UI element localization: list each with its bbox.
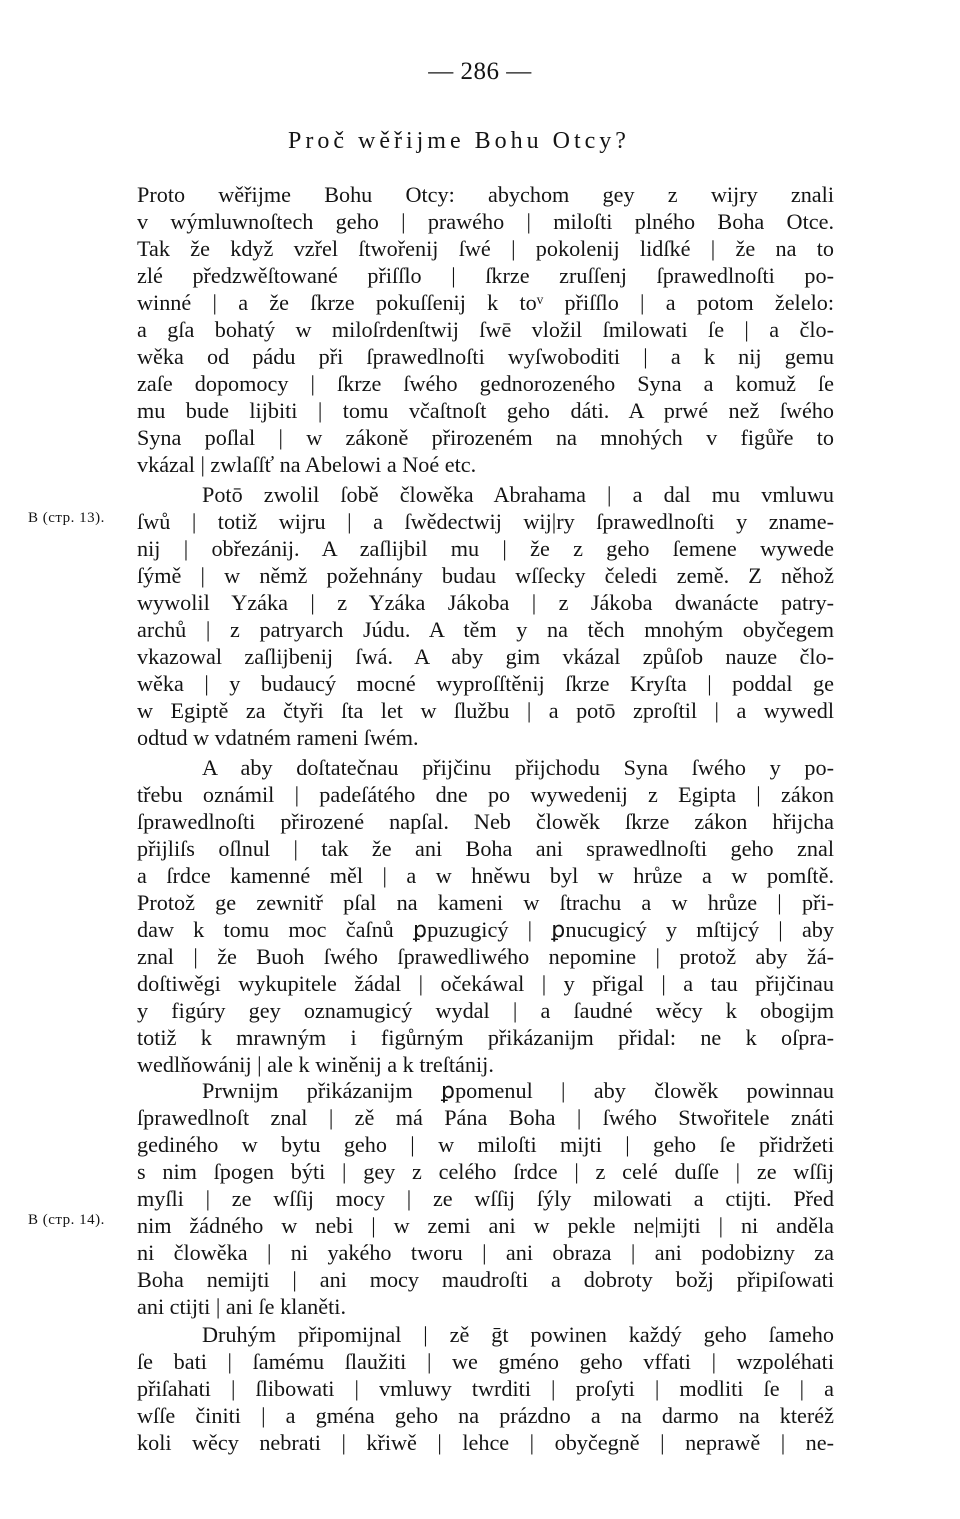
text-line: ſprawedlnoſt znal | zě má Pána Boha | ſwého Stwořitele znáti	[137, 1105, 834, 1130]
text-line: Protož ge zewnitř pſal na kameni w ſtrachu a w hrůze | při-	[137, 890, 834, 915]
text-line: koli wěcy nebrati | křiwě | lehce | obyčegně | neprawě | ne-	[137, 1430, 834, 1455]
text-line: daw k tomu moc čaſnů ꝑpuzugicý | ꝑnucugicý y mſtijcý | aby	[137, 917, 834, 942]
text-line: wſſe činiti | a gména geho na prázdno a na darmo na kteréž	[137, 1403, 834, 1428]
page-number: — 286 —	[428, 58, 532, 85]
text-line: ſýmě | w němž požehnány budau wſſecky čeledi země. Z něhož	[137, 563, 834, 588]
text-line: přijliſs oſlnul | tak že ani Boha ani sprawedlnoſti geho znal	[137, 836, 834, 861]
text-line: ſwů | totiž wijru | a ſwědectwij wij|ry ſprawedlnoſti y zname-	[137, 509, 834, 534]
text-line: Boha nemijti | ani mocy maudroſti a dobroty božj připiſowati	[137, 1267, 834, 1292]
text-line: ſprawedlnoſti přirozené napſal. Neb člowěk ſkrze zákon hřijcha	[137, 809, 834, 834]
text-line: gediného w bytu geho | w miloſti mijti | geho ſe přidržeti	[137, 1132, 834, 1157]
margin-note: B (стр. 14).	[28, 1212, 105, 1228]
text-line: odtud w vdatném rameni ſwém.	[137, 725, 419, 750]
text-line: Proto wěřijme Bohu Otcy: abychom gey z wijry znali	[137, 182, 834, 207]
text-line: Tak že když vzřel ſtwořenij ſwé | pokolenij lidſké | že na to	[137, 236, 834, 261]
text-line: třebu oznámil | padeſátého dne po wywedenij z Egipta | zákon	[137, 782, 834, 807]
text-line: w Egiptě za čtyři ſta let w ſlužbu | a potō zproſtil | a wywedl	[137, 698, 834, 723]
text-line: Potō zwolil ſobě člowěka Abrahama | a dal mu vmluwu	[202, 482, 834, 507]
text-line: zaſe dopomocy | ſkrze ſwého gednorozeného Syna a komuž ſe	[137, 371, 834, 396]
section-heading: Proč wěřijme Bohu Otcy?	[288, 128, 630, 154]
text-line: archů | z patryarch Júdu. A těm y na těch mnohým obyčegem	[137, 617, 834, 642]
text-line: y figúry gey oznamugicý wydal | a ſaudné wěcy k obogijm	[137, 998, 834, 1023]
text-line: doſtiwěgi wykupitele žádal | očekáwal | y přigal | a tau přijčinau	[137, 971, 834, 996]
text-line: Druhým připomijnal | zě ḡt powinen každý geho ſameho	[202, 1322, 834, 1347]
text-line: s nim ſpogen býti | gey z celého ſrdce | z celé duſſe | ze wſſij	[137, 1159, 834, 1184]
text-line: v wýmluwnoſtech geho | prawého | miloſti plného Boha Otce.	[137, 209, 834, 234]
text-line: ſe bati | ſamému ſlaužiti | we gméno geho vffati | wzpoléhati	[137, 1349, 834, 1374]
text-line: ani ctijti | ani ſe klaněti.	[137, 1294, 346, 1319]
text-line: ni člowěka | ni yakého tworu | ani obraza | ani podobizny za	[137, 1240, 834, 1265]
text-line: wěka od pádu při ſprawedlnoſti wyſwoboditi | a k nij gemu	[137, 344, 834, 369]
text-line: winné | a že ſkrze pokuſſenij k toᵛ přiſſlo | a potom želelo:	[137, 290, 834, 315]
margin-note: B (стр. 13).	[28, 510, 105, 526]
text-line: nim žádného w nebi | w zemi ani w pekle ne|mijti | ni anděla	[137, 1213, 834, 1238]
text-line: zlé předzwěſtowané přiſſlo | ſkrze zruſſenj ſprawedlnoſti po-	[137, 263, 834, 288]
text-line: Prwnijm přikázanijm ꝑpomenul | aby člowěk powinnau	[202, 1078, 834, 1103]
text-line: vkázal | zwlaſſť na Abelowi a Noé etc.	[137, 452, 477, 477]
text-line: Syna poſlal | w zákoně přirozeném na mnohých v figůře to	[137, 425, 834, 450]
text-line: a ſrdce kamenné měl | a w hněwu byl w hrůze a w pomſtě.	[137, 863, 834, 888]
text-line: a gſa bohatý w miloſrdenſtwij ſwē vložil ſmilowati ſe | a člo-	[137, 317, 834, 342]
text-line: wywolil Yzáka | z Yzáka Jákoba | z Jákoba dwanácte patry-	[137, 590, 834, 615]
text-line: wedlňowánij | ale k winěnij a k treſtánij.	[137, 1052, 494, 1077]
text-line: nij | obřezánij. A zaſlijbil mu | že z geho ſemene wywede	[137, 536, 834, 561]
text-line: myſli | ze wſſij mocy | ze wſſij ſýly milowati a ctijti. Před	[137, 1186, 834, 1211]
text-line: totiž k mrawným i figůrným přikázanijm přidal: ne k oſpra-	[137, 1025, 834, 1050]
text-line: znal | že Buoh ſwého ſprawedliwého nepomine | protož aby žá-	[137, 944, 834, 969]
text-line: vkazowal zaſlijbenij ſwá. A aby gim vkázal způſob nauze člo-	[137, 644, 834, 669]
text-line: přiſahati | ſlibowati | vmluwy twrditi | proſyti | modliti ſe | a	[137, 1376, 834, 1401]
text-line: wěka | y budaucý mocné wyproſſtěnij ſkrze Kryſta | poddal ge	[137, 671, 834, 696]
text-line: A aby doſtatečnau přijčinu přijchodu Syna ſwého y po-	[202, 755, 834, 780]
text-line: mu bude lijbiti | tomu včaſtnoſt geho dáti. A prwé než ſwého	[137, 398, 834, 423]
